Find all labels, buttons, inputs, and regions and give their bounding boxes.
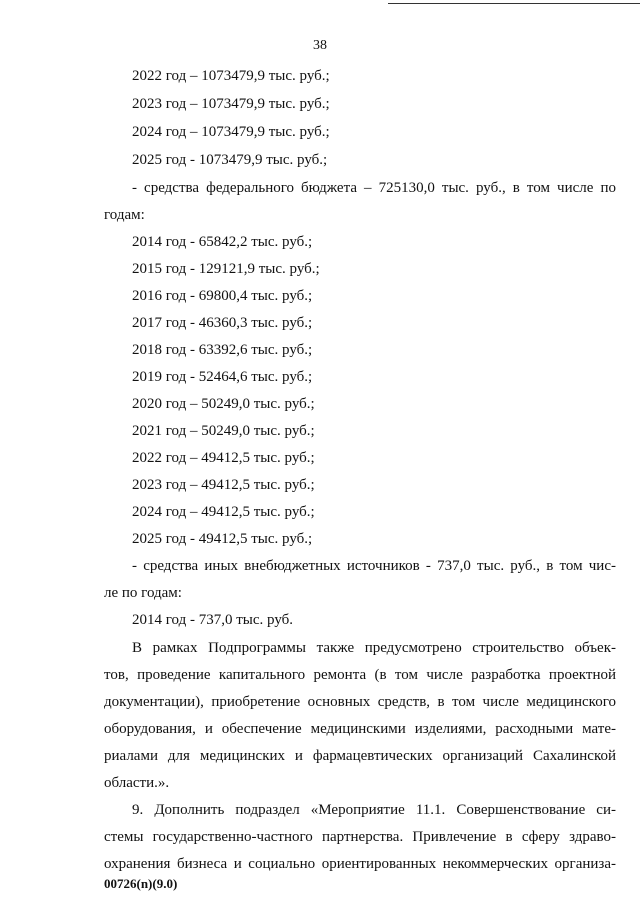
page-number: 38 xyxy=(313,38,327,53)
federal-year-line: 2014 год - 65842,2 тыс. руб.; xyxy=(132,234,313,250)
item9-line: 9. Дополнить подраздел «Мероприятие 11.1. Совершенствование си- xyxy=(132,802,616,818)
paragraph-line: области.». xyxy=(104,775,170,791)
federal-year-line: 2022 год – 49412,5 тыс. руб.; xyxy=(132,450,315,466)
item9-line: стемы государственно-частного партнерства. Привлечение в сферу здраво- xyxy=(104,829,616,845)
paragraph-line: тов, проведение капитального ремонта (в том числе разработка проектной xyxy=(104,667,616,683)
federal-budget-intro-cont: годам: xyxy=(104,207,145,223)
federal-year-line: 2020 год – 50249,0 тыс. руб.; xyxy=(132,396,315,412)
federal-year-line: 2019 год - 52464,6 тыс. руб.; xyxy=(132,369,313,385)
offbudget-intro: - средства иных внебюджетных источников - 737,0 тыс. руб., в том чис- xyxy=(132,558,616,574)
regional-year-line: 2023 год – 1073479,9 тыс. руб.; xyxy=(132,96,330,112)
offbudget-intro-cont: ле по годам: xyxy=(104,585,182,601)
federal-year-line: 2017 год - 46360,3 тыс. руб.; xyxy=(132,315,313,331)
federal-year-line: 2018 год - 63392,6 тыс. руб.; xyxy=(132,342,313,358)
federal-year-line: 2023 год – 49412,5 тыс. руб.; xyxy=(132,477,315,493)
paragraph-line: оборудования, и обеспечение медицинскими изделиями, расходными мате- xyxy=(104,721,616,737)
paragraph-line: В рамках Подпрограммы также предусмотрено строительство объек- xyxy=(132,640,616,656)
document-code: 00726(n)(9.0) xyxy=(104,876,178,891)
offbudget-year-line: 2014 год - 737,0 тыс. руб. xyxy=(132,612,294,628)
regional-year-line: 2024 год – 1073479,9 тыс. руб.; xyxy=(132,124,330,140)
federal-year-line: 2025 год - 49412,5 тыс. руб.; xyxy=(132,531,313,547)
item9-line: охранения бизнеса и социально ориентированных некоммерческих организа- xyxy=(104,856,616,872)
regional-year-line: 2022 год – 1073479,9 тыс. руб.; xyxy=(132,68,330,84)
header-rule xyxy=(388,3,640,4)
federal-year-line: 2015 год - 129121,9 тыс. руб.; xyxy=(132,261,320,277)
federal-year-line: 2016 год - 69800,4 тыс. руб.; xyxy=(132,288,313,304)
federal-year-line: 2021 год – 50249,0 тыс. руб.; xyxy=(132,423,315,439)
federal-year-line: 2024 год – 49412,5 тыс. руб.; xyxy=(132,504,315,520)
federal-budget-intro: - средства федерального бюджета – 725130,0 тыс. руб., в том числе по xyxy=(132,180,616,196)
paragraph-line: документации), приобретение основных средств, в том числе медицинского xyxy=(104,694,616,710)
regional-year-line: 2025 год - 1073479,9 тыс. руб.; xyxy=(132,152,328,168)
paragraph-line: риалами для медицинских и фармацевтических организаций Сахалинской xyxy=(104,748,616,764)
